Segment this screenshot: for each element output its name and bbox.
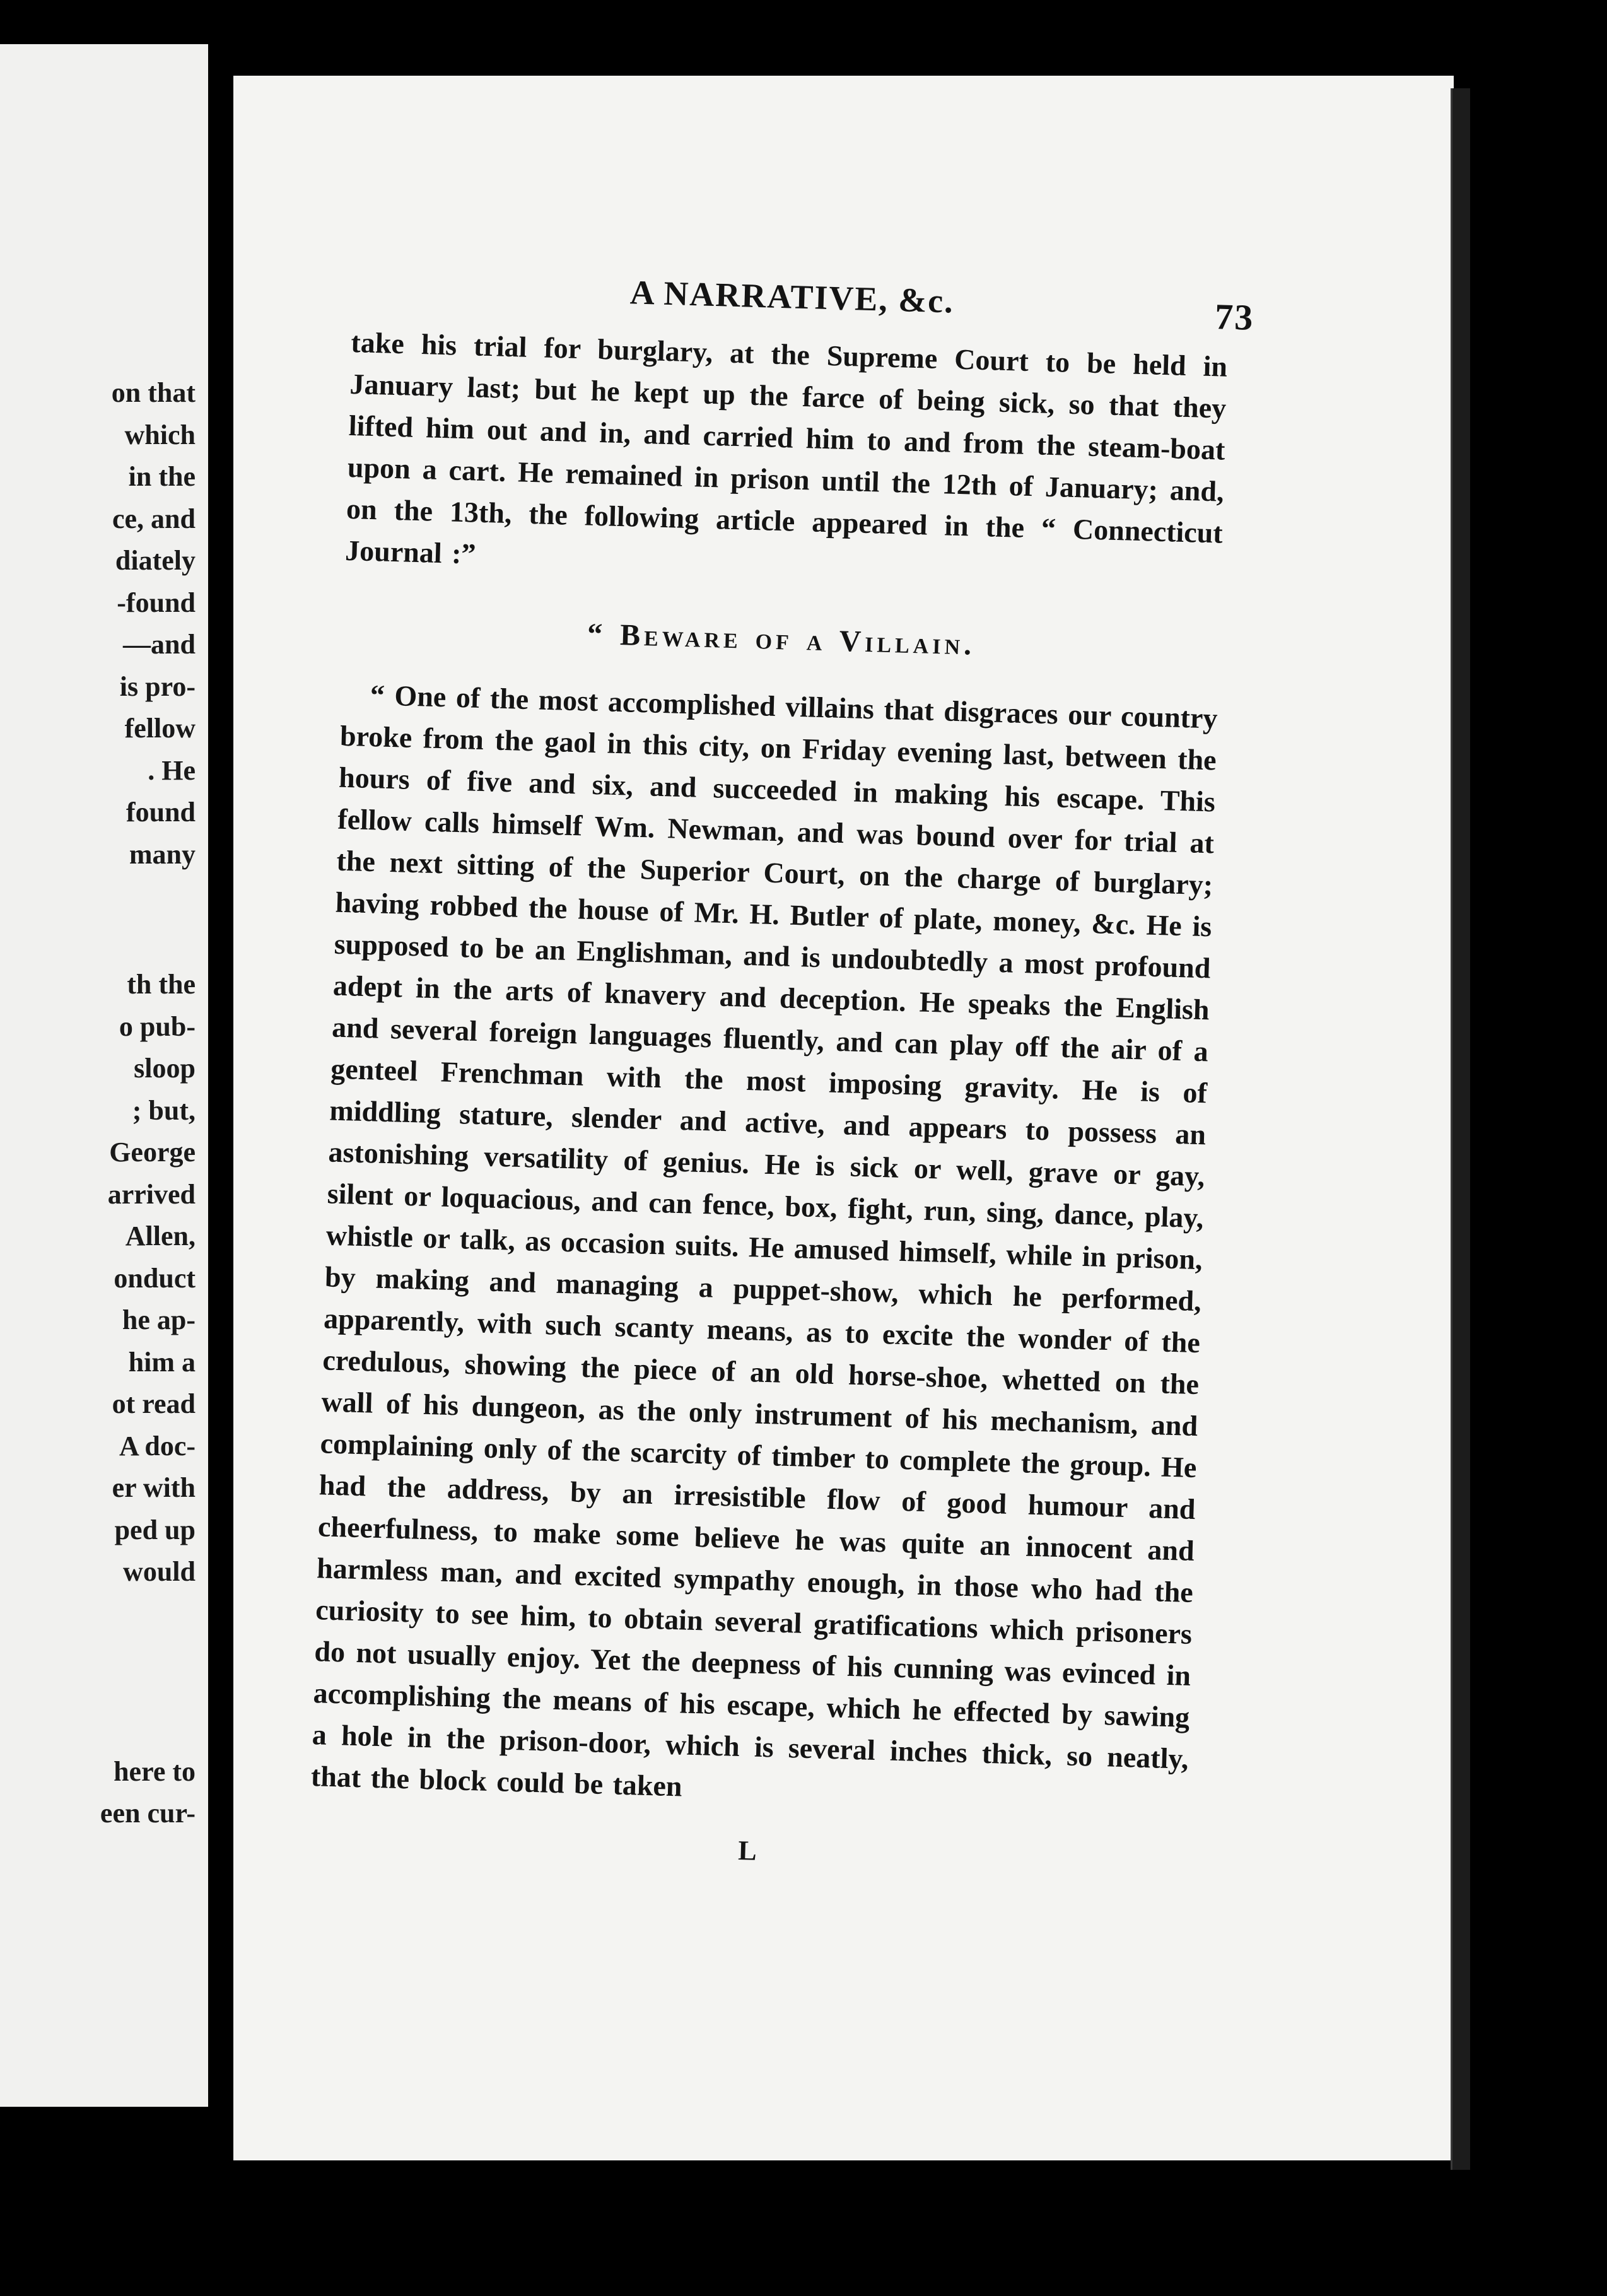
signature-mark: L bbox=[737, 1835, 757, 1866]
facing-line: een cur- bbox=[100, 1798, 196, 1829]
body-text bbox=[310, 322, 1228, 1822]
facing-line: th the bbox=[127, 969, 196, 1000]
facing-line: in the bbox=[128, 461, 196, 492]
facing-line: o pub- bbox=[119, 1010, 196, 1042]
running-head-title: A NARRATIVE, &c. bbox=[629, 273, 955, 320]
facing-line: fellow bbox=[124, 713, 196, 744]
facing-line: ped up bbox=[114, 1514, 196, 1545]
facing-line: here to bbox=[114, 1755, 196, 1787]
page-edge bbox=[1451, 88, 1470, 2170]
article-heading: “ Beware of a Villain. bbox=[587, 617, 976, 662]
facing-line: ; but, bbox=[132, 1094, 196, 1126]
facing-page-text bbox=[0, 372, 196, 1835]
facing-line: sloop bbox=[134, 1053, 196, 1084]
facing-line: George bbox=[109, 1137, 196, 1168]
facing-line: him a bbox=[128, 1346, 196, 1378]
facing-line: onduct bbox=[114, 1262, 196, 1294]
facing-line: -found bbox=[117, 587, 196, 618]
facing-line: A doc- bbox=[119, 1430, 196, 1461]
facing-line: which bbox=[124, 419, 196, 450]
facing-line: on that bbox=[111, 377, 196, 408]
page-content bbox=[309, 265, 1255, 1879]
facing-line: Allen, bbox=[125, 1221, 196, 1251]
facing-line: would bbox=[123, 1556, 196, 1587]
facing-line: diately bbox=[115, 545, 196, 576]
facing-line: ot read bbox=[112, 1388, 196, 1419]
facing-line: found bbox=[126, 797, 196, 828]
facing-line: —and bbox=[123, 629, 196, 660]
facing-line: he ap- bbox=[122, 1304, 196, 1335]
page-number: 73 bbox=[1214, 296, 1255, 338]
article-paragraph: “ One of the most accomplished villains that disgraces our country broke from the gaol in this city, on Friday evening last, between the hours of five and six, and succeeded in making his escape. This fellow calls himself Wm. Newman, and was bound over for trial at the next sitting of the Superior Court, on the charge of burglary; having robbed the house of Mr. H. Butler of plate, money, &c. He is supposed to be an Englishman, and is undoubtedly a most profound adept in the arts of knavery and deception. He speaks the English and several foreign languages fluently, and can play off the air of a genteel Frenchman with the most imposing gravity. He is of middling stature, slender and active, and appears to possess an astonishing versatility of genius. He is sick or well, grave or gay, silent or loquacious, and can fence, box, fight, run, sing, dance, play, whistle or talk, as occasion suits. He amused himself, while in prison, by making and managing a puppet-show, which he performed, apparently, with such scanty means, as to excite the wonder of the credulous, showing the piece of an old horse-shoe, whetted on the wall of his dungeon, as the only instrument of his mechanism, and complaining only of the scarcity of timber to complete the group. He had the address, by an irresistible flow of good humour and cheerfulness, to make some believe he was quite an innocent and harmless man, and excited sympathy enough, in those who had the curiosity to see him, to obtain several gratifications which prisoners do not usually enjoy. Yet the deepness of his cunning was evinced in accomplishing the means of his escape, which he effected by sawing a hole in the prison-door, which is several inches thick, so neatly, that the block could be taken bbox=[310, 679, 1218, 1803]
facing-line: . He bbox=[148, 754, 196, 786]
facing-page-fragment bbox=[0, 44, 208, 2107]
facing-line: er with bbox=[112, 1472, 196, 1503]
facing-line: is pro- bbox=[119, 671, 196, 702]
facing-line: arrived bbox=[107, 1178, 196, 1210]
paragraph-continuation: take his trial for burglary, at the Supreme Court to be held in January last; but he kept up the farce of being sick, so that they lifted him out and in, and carried him to and from the steam-boat upon a cart. He remained in prison until the 12th of January; and, on the 13th, the following article appeared in the “ Connecticut Journal :” bbox=[344, 325, 1228, 570]
facing-line: ce, and bbox=[112, 503, 196, 534]
facing-line: many bbox=[129, 838, 196, 870]
